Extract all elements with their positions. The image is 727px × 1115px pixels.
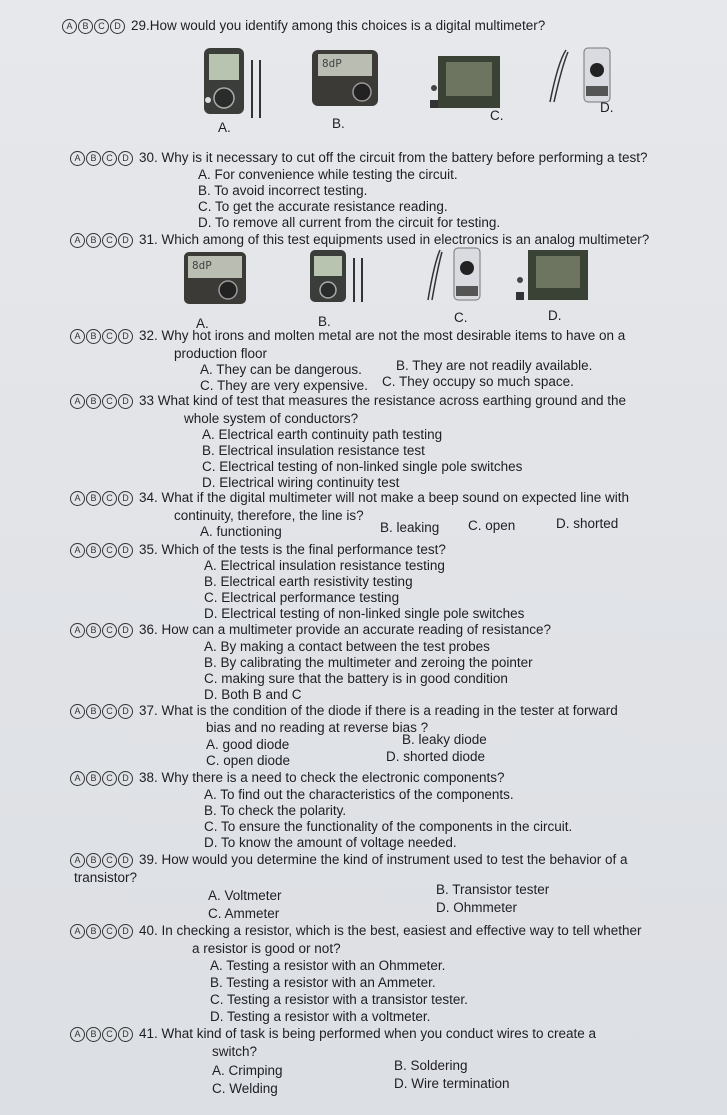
q34-option-d: D. shorted	[556, 516, 619, 531]
bubble-b[interactable]: B	[86, 623, 101, 638]
bubble-b[interactable]: B	[86, 329, 101, 344]
q35-option-b: B. Electrical earth resistivity testing	[204, 574, 413, 589]
q34-text-cont: continuity, therefore, the line is?	[174, 508, 364, 523]
q31-label-a: A.	[196, 316, 209, 331]
question-35	[70, 542, 446, 558]
q37-option-a: A. good diode	[206, 737, 290, 752]
bubble-b[interactable]: B	[86, 394, 101, 409]
q36-option-c: C. making sure that the battery is in good condition	[204, 671, 508, 686]
q31-label-d: D.	[548, 308, 562, 323]
q29-b-display: 8dP	[322, 57, 342, 70]
q30-option-d: D. To remove all current from the circuit for testing.	[198, 215, 501, 230]
q36-option-a: A. By making a contact between the test probes	[204, 639, 490, 654]
question-39	[70, 852, 628, 868]
q41-option-b: B. Soldering	[394, 1058, 468, 1073]
bubble-d[interactable]: D	[118, 233, 133, 248]
answer-bubbles[interactable]	[70, 853, 133, 868]
q29-image-d-meter	[540, 42, 612, 104]
q30-option-c: C. To get the accurate resistance reading.	[198, 199, 448, 214]
bubble-a[interactable]: A	[70, 853, 85, 868]
q38-option-d: D. To know the amount of voltage needed.	[204, 835, 457, 850]
q39-option-b: B. Transistor tester	[436, 882, 550, 897]
q31-label-b: B.	[318, 314, 331, 329]
q29-image-b-meter	[310, 48, 380, 108]
bubble-d[interactable]: D	[118, 151, 133, 166]
q34-option-a: A. functioning	[200, 524, 282, 539]
question-37	[70, 703, 618, 719]
bubble-b[interactable]: B	[86, 704, 101, 719]
q29-label-d: D.	[600, 100, 614, 115]
answer-bubbles[interactable]	[70, 329, 133, 344]
question-38	[70, 770, 504, 786]
bubble-a[interactable]: A	[70, 394, 85, 409]
q30-option-b: B. To avoid incorrect testing.	[198, 183, 368, 198]
q33-option-d: D. Electrical wiring continuity test	[202, 475, 400, 490]
bubble-c[interactable]: C	[102, 151, 117, 166]
q29-label-c: C.	[490, 108, 504, 123]
answer-bubbles[interactable]	[70, 1027, 133, 1042]
bubble-b[interactable]: B	[86, 1027, 101, 1042]
q40-option-c: C. Testing a resistor with a transistor tester.	[210, 992, 468, 1007]
answer-bubbles[interactable]	[62, 19, 125, 34]
question-41-text: 41. What kind of task is being performed when you conduct wires to create a	[139, 1026, 596, 1041]
q40-text-cont: a resistor is good or not?	[192, 941, 341, 956]
bubble-d[interactable]: D	[118, 853, 133, 868]
q29-image-c-meter	[428, 48, 508, 110]
q39-option-a: A. Voltmeter	[208, 888, 282, 903]
q40-option-a: A. Testing a resistor with an Ohmmeter.	[210, 958, 446, 973]
question-39-text: 39. How would you determine the kind of instrument used to test the behavior of a	[139, 852, 628, 867]
bubble-c[interactable]: C	[102, 394, 117, 409]
q30-option-a: A. For convenience while testing the circuit.	[198, 167, 458, 182]
q35-option-c: C. Electrical performance testing	[204, 590, 400, 605]
bubble-a[interactable]: A	[70, 491, 85, 506]
question-33-text: 33 What kind of test that measures the resistance across earthing ground and the	[139, 393, 627, 408]
question-29-text: 29.How would you identify among this choices is a digital multimeter?	[131, 18, 546, 33]
bubble-b[interactable]: B	[86, 853, 101, 868]
answer-bubbles[interactable]	[70, 771, 133, 786]
bubble-c[interactable]: C	[102, 543, 117, 558]
q32-option-a: A. They can be dangerous.	[200, 362, 362, 377]
q34-option-b: B. leaking	[380, 520, 440, 535]
q35-option-d: D. Electrical testing of non-linked single pole switches	[204, 606, 525, 621]
question-41	[70, 1026, 596, 1042]
q35-option-a: A. Electrical insulation resistance testing	[204, 558, 445, 573]
bubble-c[interactable]: C	[102, 491, 117, 506]
q39-option-c: C. Ammeter	[208, 906, 280, 921]
q38-option-c: C. To ensure the functionality of the components in the circuit.	[204, 819, 573, 834]
question-33	[70, 393, 626, 409]
bubble-b[interactable]: B	[86, 771, 101, 786]
bubble-c[interactable]: C	[102, 1027, 117, 1042]
bubble-a[interactable]: A	[70, 924, 85, 939]
bubble-a[interactable]: A	[70, 329, 85, 344]
q39-option-d: D. Ohmmeter	[436, 900, 518, 915]
question-34	[70, 490, 629, 506]
question-40	[70, 923, 642, 939]
q38-option-a: A. To find out the characteristics of the components.	[204, 787, 514, 802]
q29-image-a-meter	[200, 42, 275, 120]
q33-option-a: A. Electrical earth continuity path testing	[202, 427, 443, 442]
answer-bubbles[interactable]	[70, 704, 133, 719]
bubble-b[interactable]: B	[86, 543, 101, 558]
question-37-text: 37. What is the condition of the diode if there is a reading in the tester at forward	[139, 703, 618, 718]
q37-option-c: C. open diode	[206, 753, 291, 768]
q29-label-b: B.	[332, 116, 345, 131]
q40-option-d: D. Testing a resistor with a voltmeter.	[210, 1009, 431, 1024]
bubble-a[interactable]: A	[70, 543, 85, 558]
bubble-c[interactable]: C	[102, 329, 117, 344]
q36-option-d: D. Both B and C	[204, 687, 302, 702]
bubble-c[interactable]: C	[102, 924, 117, 939]
question-32-text: 32. Why hot irons and molten metal are not the most desirable items to have on a	[139, 328, 626, 343]
q34-option-c: C. open	[468, 518, 516, 533]
bubble-d[interactable]: D	[118, 491, 133, 506]
bubble-a[interactable]: A	[62, 19, 77, 34]
q39-text-cont: transistor?	[74, 870, 138, 885]
answer-bubbles[interactable]	[70, 623, 133, 638]
bubble-a[interactable]: A	[70, 233, 85, 248]
q32-option-c: C. They are very expensive.	[200, 378, 368, 393]
q31-image-b-meter	[308, 248, 372, 304]
q41-text-cont: switch?	[212, 1044, 258, 1059]
bubble-d[interactable]: D	[110, 19, 125, 34]
q29-label-a: A.	[218, 120, 231, 135]
q37-option-d: D. shorted diode	[386, 749, 486, 764]
bubble-c[interactable]: C	[94, 19, 109, 34]
bubble-d[interactable]: D	[118, 924, 133, 939]
q32-text-cont: production floor	[174, 346, 268, 361]
question-29	[62, 18, 545, 34]
q31-image-c-meter	[422, 244, 482, 304]
q32-option-b: B. They are not readily available.	[396, 358, 593, 373]
answer-bubbles[interactable]	[70, 924, 133, 939]
q40-option-b: B. Testing a resistor with an Ammeter.	[210, 975, 436, 990]
bubble-d[interactable]: D	[118, 1027, 133, 1042]
q36-option-b: B. By calibrating the multimeter and zeroing the pointer	[204, 655, 533, 670]
bubble-b[interactable]: B	[86, 151, 101, 166]
bubble-a[interactable]: A	[70, 623, 85, 638]
q41-option-d: D. Wire termination	[394, 1076, 510, 1091]
bubble-a[interactable]: A	[70, 1027, 85, 1042]
bubble-a[interactable]: A	[70, 151, 85, 166]
bubble-c[interactable]: C	[102, 233, 117, 248]
question-36	[70, 622, 551, 638]
bubble-c[interactable]: C	[102, 623, 117, 638]
bubble-d[interactable]: D	[118, 623, 133, 638]
question-34-text: 34. What if the digital multimeter will not make a beep sound on expected line with	[139, 490, 630, 505]
bubble-d[interactable]: D	[118, 543, 133, 558]
q33-option-c: C. Electrical testing of non-linked single pole switches	[202, 459, 523, 474]
q41-option-a: A. Crimping	[212, 1063, 283, 1078]
question-38-text: 38. Why there is a need to check the electronic components?	[139, 770, 505, 785]
answer-bubbles[interactable]	[70, 543, 133, 558]
q33-text-cont: whole system of conductors?	[184, 411, 359, 426]
bubble-d[interactable]: D	[118, 771, 133, 786]
bubble-c[interactable]: C	[102, 771, 117, 786]
bubble-c[interactable]: C	[102, 704, 117, 719]
question-40-text: 40. In checking a resistor, which is the best, easiest and effective way to tell whether	[139, 923, 642, 938]
question-31-text: 31. Which among of this test equipments used in electronics is an analog multimeter?	[139, 232, 650, 247]
q38-option-b: B. To check the polarity.	[204, 803, 347, 818]
answer-bubbles[interactable]	[70, 233, 133, 248]
bubble-d[interactable]: D	[118, 329, 133, 344]
bubble-c[interactable]: C	[102, 853, 117, 868]
bubble-b[interactable]: B	[86, 924, 101, 939]
question-30	[70, 150, 647, 166]
q41-option-c: C. Welding	[212, 1081, 278, 1096]
bubble-d[interactable]: D	[118, 704, 133, 719]
answer-bubbles[interactable]	[70, 394, 133, 409]
q32-option-d: C. They occupy so much space.	[382, 374, 574, 389]
bubble-a[interactable]: A	[70, 771, 85, 786]
q33-option-b: B. Electrical insulation resistance test	[202, 443, 425, 458]
q31-a-display: 8dP	[192, 259, 212, 272]
bubble-b[interactable]: B	[86, 233, 101, 248]
question-32	[70, 328, 625, 344]
bubble-a[interactable]: A	[70, 704, 85, 719]
answer-bubbles[interactable]	[70, 491, 133, 506]
q37-text-cont: bias and no reading at reverse bias ?	[206, 720, 429, 735]
bubble-d[interactable]: D	[118, 394, 133, 409]
bubble-b[interactable]: B	[86, 491, 101, 506]
answer-bubbles[interactable]	[70, 151, 133, 166]
question-35-text: 35. Which of the tests is the final performance test?	[139, 542, 446, 557]
question-36-text: 36. How can a multimeter provide an accurate reading of resistance?	[139, 622, 551, 637]
q37-option-b: B. leaky diode	[402, 732, 487, 747]
question-30-text: 30. Why is it necessary to cut off the circuit from the battery before performing a test?	[139, 150, 648, 165]
bubble-b[interactable]: B	[78, 19, 93, 34]
q31-label-c: C.	[454, 310, 468, 325]
q31-image-d-meter	[514, 246, 590, 302]
